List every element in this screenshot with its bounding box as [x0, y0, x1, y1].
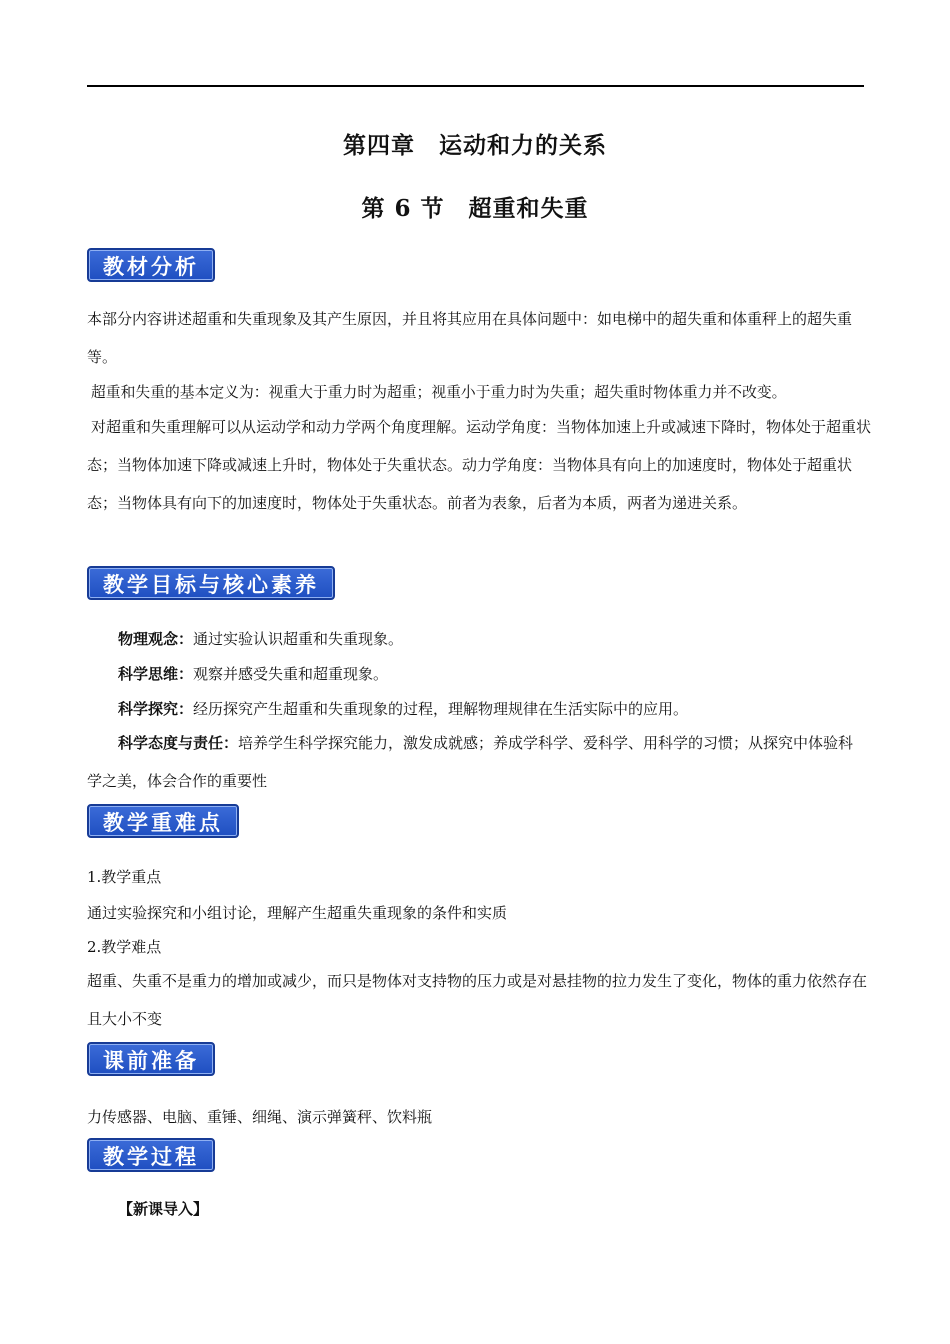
goal-text: 培养学生科学探究能力，激发成就感；养成学科学、爱科学、用科学的习惯；从探究中体验科学之美，体会合作的重要性	[87, 734, 854, 790]
goal-label: 物理观念：	[118, 630, 194, 648]
badge-teaching-process: 教学过程	[87, 1138, 215, 1172]
goal-text: 经历探究产生超重和失重现象的过程，理解物理规律在生活实际中的应用。	[193, 700, 689, 718]
badge-textbook-analysis: 教材分析	[87, 248, 215, 282]
goal-label: 科学态度与责任：	[118, 734, 239, 752]
key-point-heading: 1.教学重点	[87, 868, 162, 886]
section-title: 第 6 节 超重和失重	[361, 195, 589, 222]
goal-text: 通过实验认识超重和失重现象。	[193, 630, 404, 648]
new-lesson-intro-heading: 【新课导入】	[118, 1200, 209, 1218]
header-rule	[87, 85, 864, 87]
goal-text: 观察并感受失重和超重现象。	[193, 665, 389, 683]
analysis-paragraph-3: 对超重和失重理解可以从运动学和动力学两个角度理解。运动学角度：当物体加速上升或减速下降时，物体处于超重状态；当物体加速下降或减速上升时，物体处于失重状态。动力学角度：当物体具有向上的加速度时，物体处于超重状态；当物体具有向下的加速度时，物体处于失重状态。前者为表象，后者为本质，两者为递进关系。	[87, 418, 872, 512]
goal-physics-concept	[118, 628, 403, 649]
goal-scientific-thinking	[118, 663, 388, 684]
difficult-point-text: 超重、失重不是重力的增加或减少，而只是物体对支持物的压力或是对悬挂物的拉力发生了变化，物体的重力依然存在且大小不变	[87, 972, 868, 1028]
badge-key-difficult-points: 教学重难点	[87, 804, 239, 838]
key-point-text: 通过实验探究和小组讨论，理解产生超重失重现象的条件和实质	[87, 904, 508, 922]
analysis-paragraph-2: 超重和失重的基本定义为：视重大于重力时为超重；视重小于重力时为失重；超失重时物体重力并不改变。	[91, 384, 787, 401]
goal-attitude-responsibility	[87, 724, 867, 800]
badge-teaching-goals: 教学目标与核心素养	[87, 566, 335, 600]
chapter-title: 第四章 运动和力的关系	[343, 132, 607, 159]
goal-scientific-inquiry	[118, 698, 688, 719]
goal-label: 科学探究：	[118, 700, 194, 718]
badge-class-preparation: 课前准备	[87, 1042, 215, 1076]
goal-label: 科学思维：	[118, 665, 194, 683]
difficult-point-heading: 2.教学难点	[87, 938, 162, 956]
preparation-materials: 力传感器、电脑、重锤、细绳、演示弹簧秤、饮料瓶	[87, 1108, 433, 1126]
analysis-paragraph-1: 本部分内容讲述超重和失重现象及其产生原因，并且将其应用在具体问题中：如电梯中的超失重和体重秤上的超失重等。	[87, 310, 853, 366]
